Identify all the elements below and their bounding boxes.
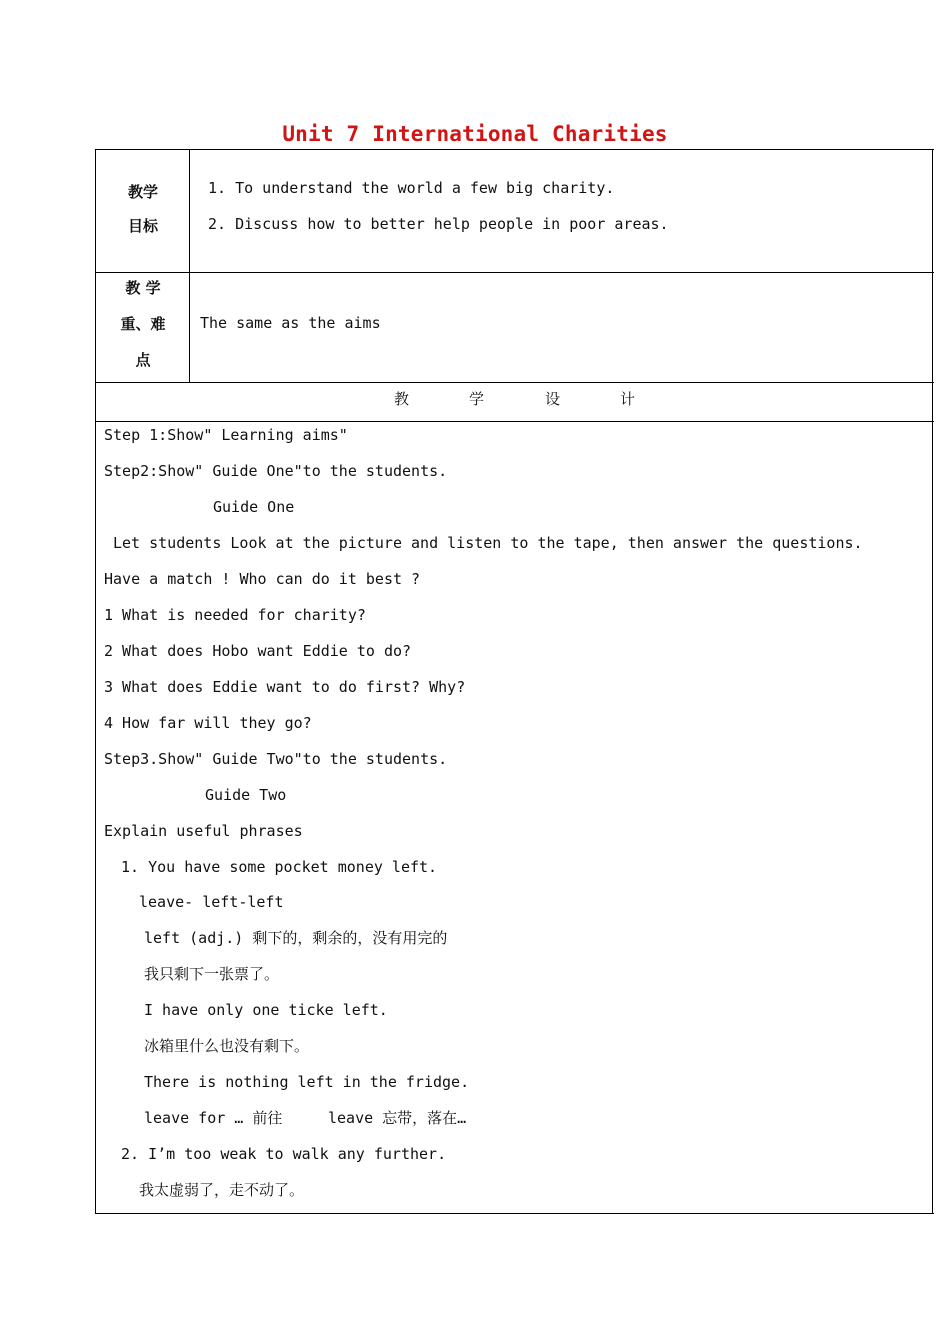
body-line: 2. I’m too weak to walk any further. (121, 1145, 447, 1163)
body-line: leave for … 前往 (144, 1109, 283, 1127)
design-header-char: 设 (545, 390, 561, 408)
table-top-border (95, 149, 934, 150)
body-line: Step 1:Show" Learning aims" (104, 426, 348, 444)
table-bottom-border (95, 1213, 934, 1214)
body-line: 冰箱里什么也没有剩下。 (144, 1037, 310, 1055)
body-line: Step2:Show" Guide One"to the students. (104, 462, 448, 480)
body-line: There is nothing left in the fridge. (144, 1073, 470, 1091)
body-line: leave- left-left (139, 893, 284, 911)
body-line: 1. You have some pocket money left. (121, 858, 438, 876)
body-line: Have a match ! Who can do it best ? (104, 570, 421, 588)
row-divider (95, 421, 934, 422)
keypoints-label-line2: 重、难 (120, 315, 166, 333)
body-line: I have only one ticke left. (144, 1001, 388, 1019)
body-line: leave 忘带，落在… (328, 1109, 467, 1127)
aims-label-line2: 目标 (127, 217, 158, 235)
design-header-char: 教 (394, 390, 410, 408)
body-line: Guide One (213, 498, 295, 516)
body-line: Step3.Show" Guide Two"to the students. (104, 750, 448, 768)
body-line: 1 What is needed for charity? (104, 606, 366, 624)
row-divider (95, 272, 934, 273)
body-line: left (adj.) 剩下的，剩余的，没有用完的 (144, 929, 448, 947)
design-header-char: 学 (469, 390, 485, 408)
aim-item: 1. To understand the world a few big charity. (208, 179, 615, 197)
design-header-char: 计 (620, 390, 636, 408)
body-line: Let students Look at the picture and listen to the tape, then answer the questions. (113, 534, 863, 552)
keypoints-label-line1: 教 学 (125, 279, 161, 297)
aim-item: 2. Discuss how to better help people in poor areas. (208, 215, 669, 233)
body-line: Explain useful phrases (104, 822, 303, 840)
keypoints-text: The same as the aims (200, 314, 381, 332)
column-divider (189, 149, 190, 382)
keypoints-label-line3: 点 (135, 351, 151, 369)
row-divider (95, 382, 934, 383)
document-title: Unit 7 International Charities (282, 122, 668, 146)
body-line: Guide Two (205, 786, 287, 804)
body-line: 4 How far will they go? (104, 714, 312, 732)
body-line: 2 What does Hobo want Eddie to do? (104, 642, 412, 660)
body-line: 我只剩下一张票了。 (144, 965, 280, 983)
body-line: 我太虚弱了，走不动了。 (139, 1181, 305, 1199)
body-line: 3 What does Eddie want to do first? Why? (104, 678, 466, 696)
aims-label-line1: 教学 (127, 183, 158, 201)
